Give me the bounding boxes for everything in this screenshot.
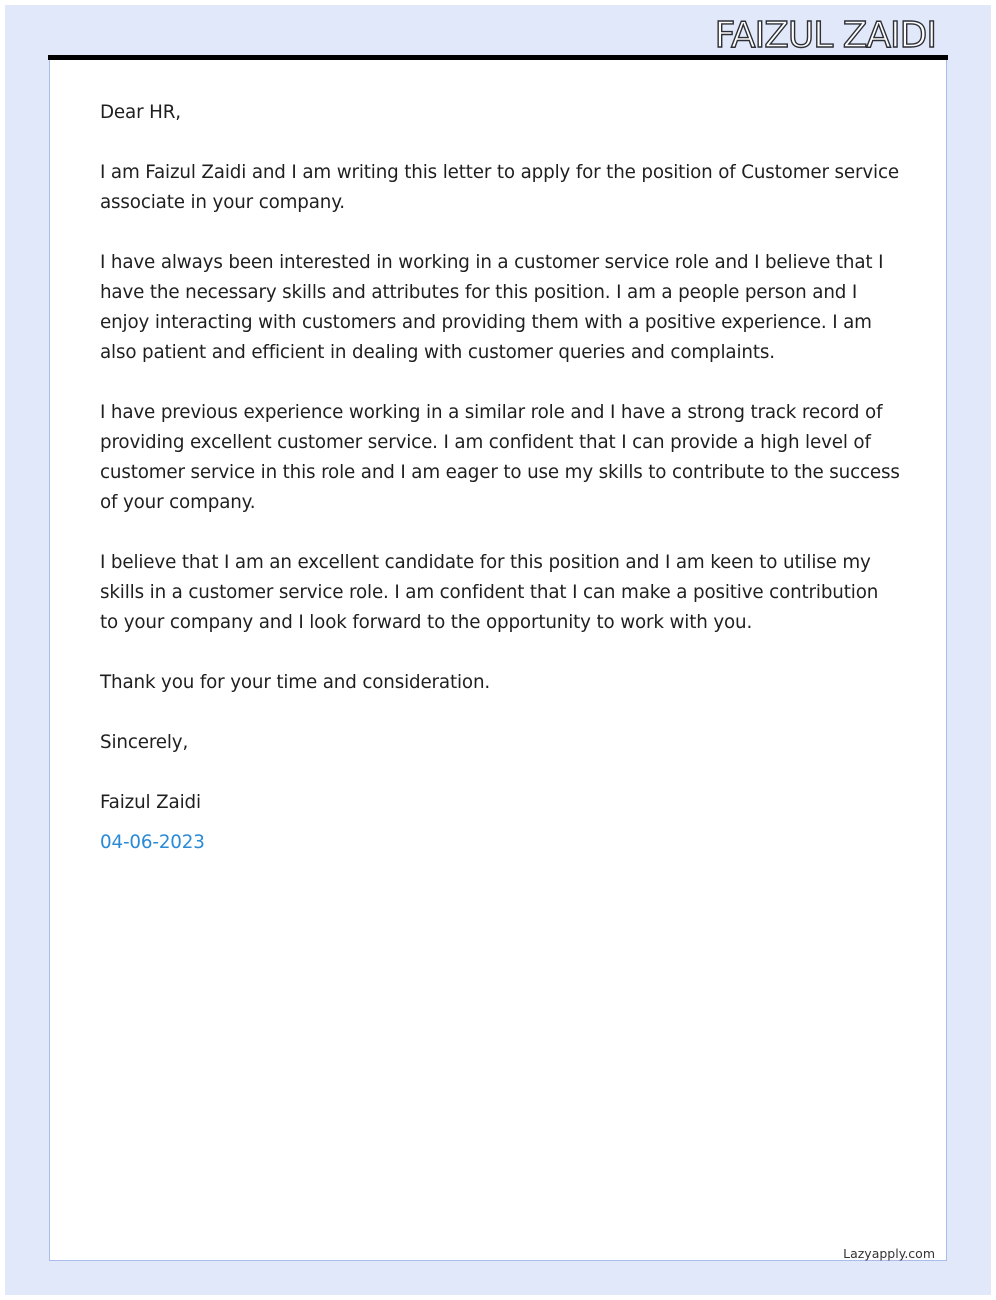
paragraph-intro: I am Faizul Zaidi and I am writing this letter to apply for the position of Customer service associate in your company. (100, 162, 899, 213)
footer-brand: Lazyapply.com (843, 1246, 935, 1261)
paragraph-interest: I have always been interested in working in a customer service role and I believe that I have the necessary skills and attributes for this position. I am a people person and I enjoy interacting with customers and providing them with a positive experience. I am also patient and efficient in dealing with customer queries and complaints. (100, 252, 884, 363)
letter-date: 04-06-2023 (100, 832, 205, 853)
applicant-name-header: FAIZUL ZAIDI (714, 15, 936, 56)
paragraph-thanks: Thank you for your time and consideration. (100, 672, 491, 693)
salutation: Dear HR, (100, 102, 181, 123)
closing: Sincerely, (100, 732, 189, 753)
signer-name: Faizul Zaidi (100, 792, 201, 813)
paragraph-experience: I have previous experience working in a similar role and I have a strong track record of providing excellent customer service. I am confident that I can provide a high level of customer service in this role and I am eager to use my skills to contribute to the success of your company. (100, 402, 900, 513)
cover-letter-body (100, 98, 900, 858)
paragraph-candidacy: I believe that I am an excellent candidate for this position and I am keen to utilise my skills in a customer service role. I am confident that I can make a positive contribution to your company and I look forward to the opportunity to work with you. (100, 552, 879, 633)
